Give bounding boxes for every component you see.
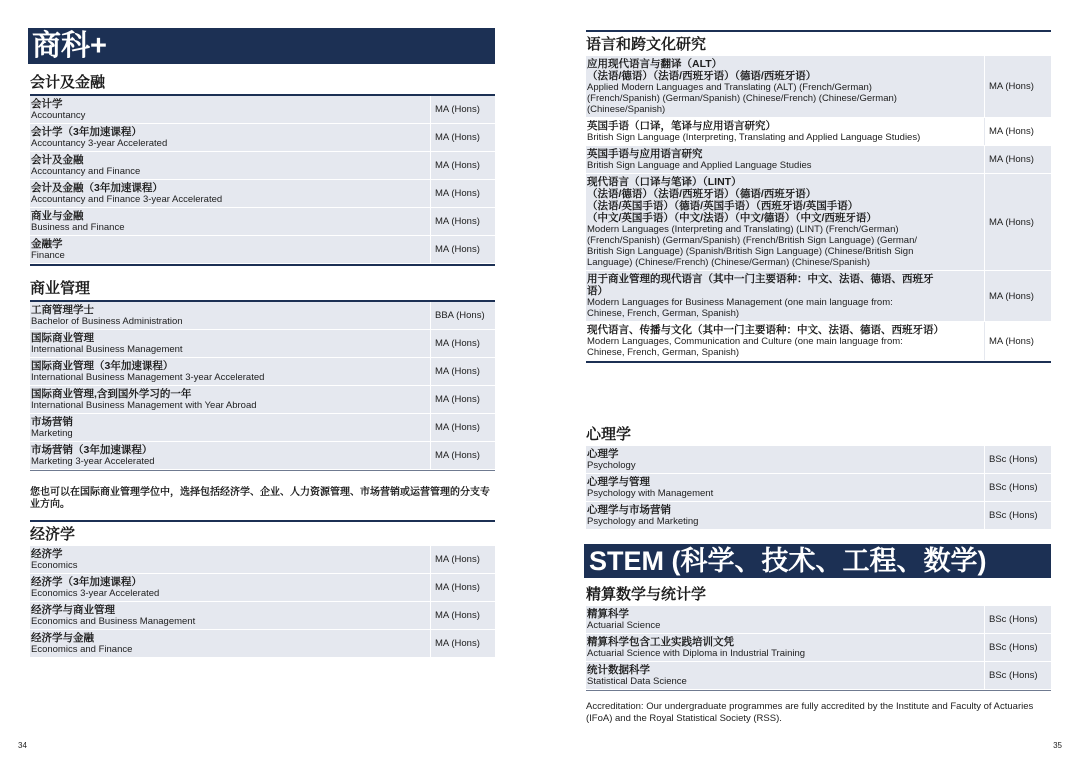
programme-name-en: Psychology and Marketing (587, 516, 699, 527)
section-end-rule (30, 264, 495, 266)
section-title: 会计及金融 (30, 74, 106, 91)
programme-name-en: Psychology (587, 460, 636, 471)
degree-award: MA (Hons) (435, 132, 480, 143)
programme-name-en: Finance (31, 250, 65, 261)
programme-list (30, 546, 495, 658)
programme-name (586, 174, 985, 270)
programme-name (30, 208, 431, 235)
programme-name-cn: 用于商业管理的现代语言（其中一门主要语种：中文、法语、德语、西班牙 语） (587, 273, 934, 297)
programme-name-en: International Business Management 3-year Accelerated (31, 372, 265, 383)
programme-row (586, 118, 1051, 146)
programme-name-en: Bachelor of Business Administration (31, 316, 183, 327)
degree-award: MA (Hons) (435, 366, 480, 377)
degree-award: MA (Hons) (435, 188, 480, 199)
degree-award: MA (Hons) (989, 290, 1034, 302)
programme-name (30, 546, 431, 573)
programme-name (586, 502, 985, 529)
section-psychology (586, 422, 1051, 530)
programme-name-cn: 国际商业管理 (31, 332, 94, 344)
section-business-management (30, 276, 495, 471)
programme-name (586, 118, 985, 145)
programme-row (30, 236, 495, 264)
degree-award: MA (Hons) (989, 154, 1034, 165)
programme-row (30, 330, 495, 358)
programme-row (30, 180, 495, 208)
programme-name (30, 180, 431, 207)
programme-row (30, 442, 495, 470)
programme-name-cn: 会计学（3年加速课程） (31, 126, 142, 138)
programme-name-cn: 市场营销（3年加速课程） (31, 444, 153, 456)
programme-row (30, 386, 495, 414)
programme-name-en: Economics and Business Management (31, 616, 196, 627)
programme-name-en: Actuarial Science with Diploma in Industrial Training (587, 648, 806, 659)
programme-name-en: Marketing 3-year Accelerated (31, 456, 155, 467)
programme-row (30, 124, 495, 152)
programme-name-cn: 应用现代语言与翻译（ALT） （法语/德语）（法语/西班牙语）（德语/西班牙语） (587, 58, 817, 82)
section-actuarial-statistics (586, 582, 1051, 691)
programme-name (30, 630, 431, 657)
programme-row (586, 56, 1051, 118)
programme-name-cn: 现代语言（口译与笔译）（LINT） （法语/德语）（法语/西班牙语）（德语/西班牙语） （法语/英国手语）（德语/英国手语）（西班牙语/英国手语） （中文/英国手语）（中文/法语）（中文/德语）（中文/西班牙语） (587, 176, 877, 224)
degree-award: BBA (Hons) (435, 310, 485, 321)
programme-name-cn: 精算科学 (587, 608, 629, 620)
programme-name-cn: 工商管理学士 (31, 304, 94, 316)
section-title: 语言和跨文化研究 (586, 36, 707, 53)
programme-name-en: Modern Languages for Business Management (one main language from: Chinese, French, German, Spanish) (587, 297, 893, 319)
programme-name-en: Economics (31, 560, 78, 571)
degree-award: MA (Hons) (435, 554, 480, 565)
programme-row (586, 174, 1051, 271)
programme-row (586, 662, 1051, 690)
section-title: 精算数学与统计学 (586, 586, 707, 603)
programme-name (30, 124, 431, 151)
accreditation-note: Accreditation: Our undergraduate programmes are fully accredited by the Institute and Faculty of Actuaries (IFoA) and the Royal Statistical Society (RSS). (586, 701, 1034, 724)
programme-name-cn: 经济学与商业管理 (31, 604, 115, 616)
programme-row (30, 630, 495, 658)
programme-name (586, 146, 985, 173)
programme-name-cn: 国际商业管理,含到国外学习的一年 (31, 388, 192, 400)
degree-award: MA (Hons) (435, 638, 480, 649)
section-accounting-finance (30, 70, 495, 266)
programme-name (30, 302, 431, 329)
degree-award: MA (Hons) (435, 216, 480, 227)
programme-list (586, 606, 1051, 690)
programme-name (586, 446, 985, 473)
section-title: 经济学 (30, 526, 76, 543)
programme-row (30, 574, 495, 602)
programme-name-en: Accountancy (31, 110, 86, 121)
programme-name-cn: 会计学 (31, 98, 63, 110)
page-banner-business: 商科+ (28, 28, 495, 64)
degree-award: MA (Hons) (435, 338, 480, 349)
programme-row (30, 208, 495, 236)
programme-row (586, 271, 1051, 322)
programme-row (586, 146, 1051, 174)
degree-award: MA (Hons) (435, 394, 480, 405)
programme-name (30, 358, 431, 385)
degree-award: MA (Hons) (989, 126, 1034, 137)
programme-name (30, 152, 431, 179)
programme-name (30, 442, 431, 469)
programme-name-en: International Business Management (31, 344, 183, 355)
programme-name (30, 236, 431, 263)
degree-award: MA (Hons) (435, 244, 480, 255)
programme-row (586, 502, 1051, 530)
programme-row (30, 546, 495, 574)
programme-name-en: Actuarial Science (587, 620, 661, 631)
section-title: 商业管理 (30, 280, 91, 297)
programme-name-cn: 金融学 (31, 238, 63, 250)
section-end-rule (586, 361, 1051, 363)
programme-name (586, 322, 985, 360)
programme-name (586, 56, 985, 117)
programme-row (586, 322, 1051, 361)
degree-award: MA (Hons) (435, 160, 480, 171)
programme-name-en: Modern Languages (Interpreting and Translating) (LINT) (French/German) (French/Spanish) (German/Spanish) (French/British Sign Language) (German/ British Sign Language) (Spanish/British Sign Language) (Chinese/British Sign Language) (Chinese/French) (Chinese/German) (Chinese/Spanish) (587, 224, 918, 268)
programme-row (30, 302, 495, 330)
programme-name-cn: 商业与金融 (31, 210, 84, 222)
programme-name-cn: 心理学与市场营销 (587, 504, 671, 516)
programme-name-cn: 经济学（3年加速课程） (31, 576, 142, 588)
programme-name (586, 606, 985, 633)
degree-award: BSc (Hons) (989, 670, 1038, 681)
programme-row (30, 152, 495, 180)
programme-name-en: Accountancy and Finance 3-year Accelerated (31, 194, 223, 205)
degree-award: MA (Hons) (435, 582, 480, 593)
programme-name-cn: 国际商业管理（3年加速课程） (31, 360, 174, 372)
programme-name-cn: 会计及金融（3年加速课程） (31, 182, 163, 194)
section-end-rule (586, 690, 1051, 691)
programme-row (586, 474, 1051, 502)
degree-award: MA (Hons) (989, 81, 1034, 92)
stem-banner: STEM (科学、技术、工程、数学) (584, 544, 1051, 578)
programme-name (30, 96, 431, 123)
page-number: 34 (18, 741, 27, 750)
programme-name (30, 574, 431, 601)
programme-row (30, 602, 495, 630)
programme-row (586, 446, 1051, 474)
degree-award: BSc (Hons) (989, 510, 1038, 521)
degree-award: MA (Hons) (435, 104, 480, 115)
degree-award: MA (Hons) (435, 450, 480, 461)
business-management-note: 您也可以在国际商业管理学位中，选择包括经济学、企业、人力资源管理、市场营销或运营管理的分支专业方向。 (30, 487, 490, 510)
programme-name (586, 634, 985, 661)
degree-award: MA (Hons) (989, 335, 1034, 347)
programme-name-en: Modern Languages, Communication and Culture (one main language from: Chinese, French, German, Spanish) (587, 336, 903, 358)
programme-name-cn: 经济学 (31, 548, 63, 560)
programme-list (30, 302, 495, 470)
programme-name-cn: 英国手语（口译，笔译与应用语言研究） (587, 120, 776, 132)
programme-name-en: Business and Finance (31, 222, 125, 233)
programme-name (586, 271, 985, 321)
programme-name-en: Psychology with Management (587, 488, 714, 499)
programme-list (586, 56, 1051, 361)
programme-name-en: British Sign Language (Interpreting, Translating and Applied Language Studies) (587, 132, 921, 143)
degree-award: BSc (Hons) (989, 454, 1038, 465)
degree-award: MA (Hons) (989, 216, 1034, 228)
programme-name (30, 602, 431, 629)
programme-name (586, 662, 985, 689)
programme-name-en: British Sign Language and Applied Language Studies (587, 160, 812, 171)
programme-row (30, 358, 495, 386)
section-languages (586, 30, 1051, 363)
programme-row (586, 634, 1051, 662)
programme-list (586, 446, 1051, 530)
degree-award: BSc (Hons) (989, 614, 1038, 625)
programme-name-en: Marketing (31, 428, 73, 439)
degree-award: BSc (Hons) (989, 482, 1038, 493)
programme-name-cn: 经济学与金融 (31, 632, 94, 644)
programme-name-cn: 心理学 (587, 448, 619, 460)
programme-row (586, 606, 1051, 634)
programme-name-cn: 统计数据科学 (587, 664, 650, 676)
programme-row (30, 414, 495, 442)
programme-name-en: Accountancy and Finance (31, 166, 141, 177)
programme-name-cn: 英国手语与应用语言研究 (587, 148, 703, 160)
degree-award: MA (Hons) (435, 610, 480, 621)
programme-name-en: International Business Management with Year Abroad (31, 400, 257, 411)
programme-name-en: Accountancy 3-year Accelerated (31, 138, 168, 149)
programme-name (30, 414, 431, 441)
programme-name-en: Economics and Finance (31, 644, 133, 655)
section-economics (30, 520, 495, 658)
programme-name-cn: 心理学与管理 (587, 476, 650, 488)
programme-name-en: Applied Modern Languages and Translating (ALT) (French/German) (French/Spanish) (German/Spanish) (Chinese/French) (Chinese/German) (Chinese/Spanish) (587, 82, 897, 115)
programme-name (30, 330, 431, 357)
programme-name-cn: 精算科学包含工业实践培训文凭 (587, 636, 734, 648)
programme-list (30, 96, 495, 264)
page-number: 35 (1053, 741, 1062, 750)
programme-name-cn: 市场营销 (31, 416, 73, 428)
right-page (540, 0, 1080, 766)
degree-award: BSc (Hons) (989, 642, 1038, 653)
degree-award: MA (Hons) (435, 422, 480, 433)
section-title: 心理学 (586, 426, 632, 443)
section-end-rule (30, 470, 495, 471)
programme-name-en: Statistical Data Science (587, 676, 687, 687)
programme-name (30, 386, 431, 413)
programme-name (586, 474, 985, 501)
programme-name-cn: 会计及金融 (31, 154, 84, 166)
programme-name-cn: 现代语言、传播与文化（其中一门主要语种：中文、法语、德语、西班牙语） (587, 324, 944, 336)
programme-row (30, 96, 495, 124)
programme-name-en: Economics 3-year Accelerated (31, 588, 160, 599)
